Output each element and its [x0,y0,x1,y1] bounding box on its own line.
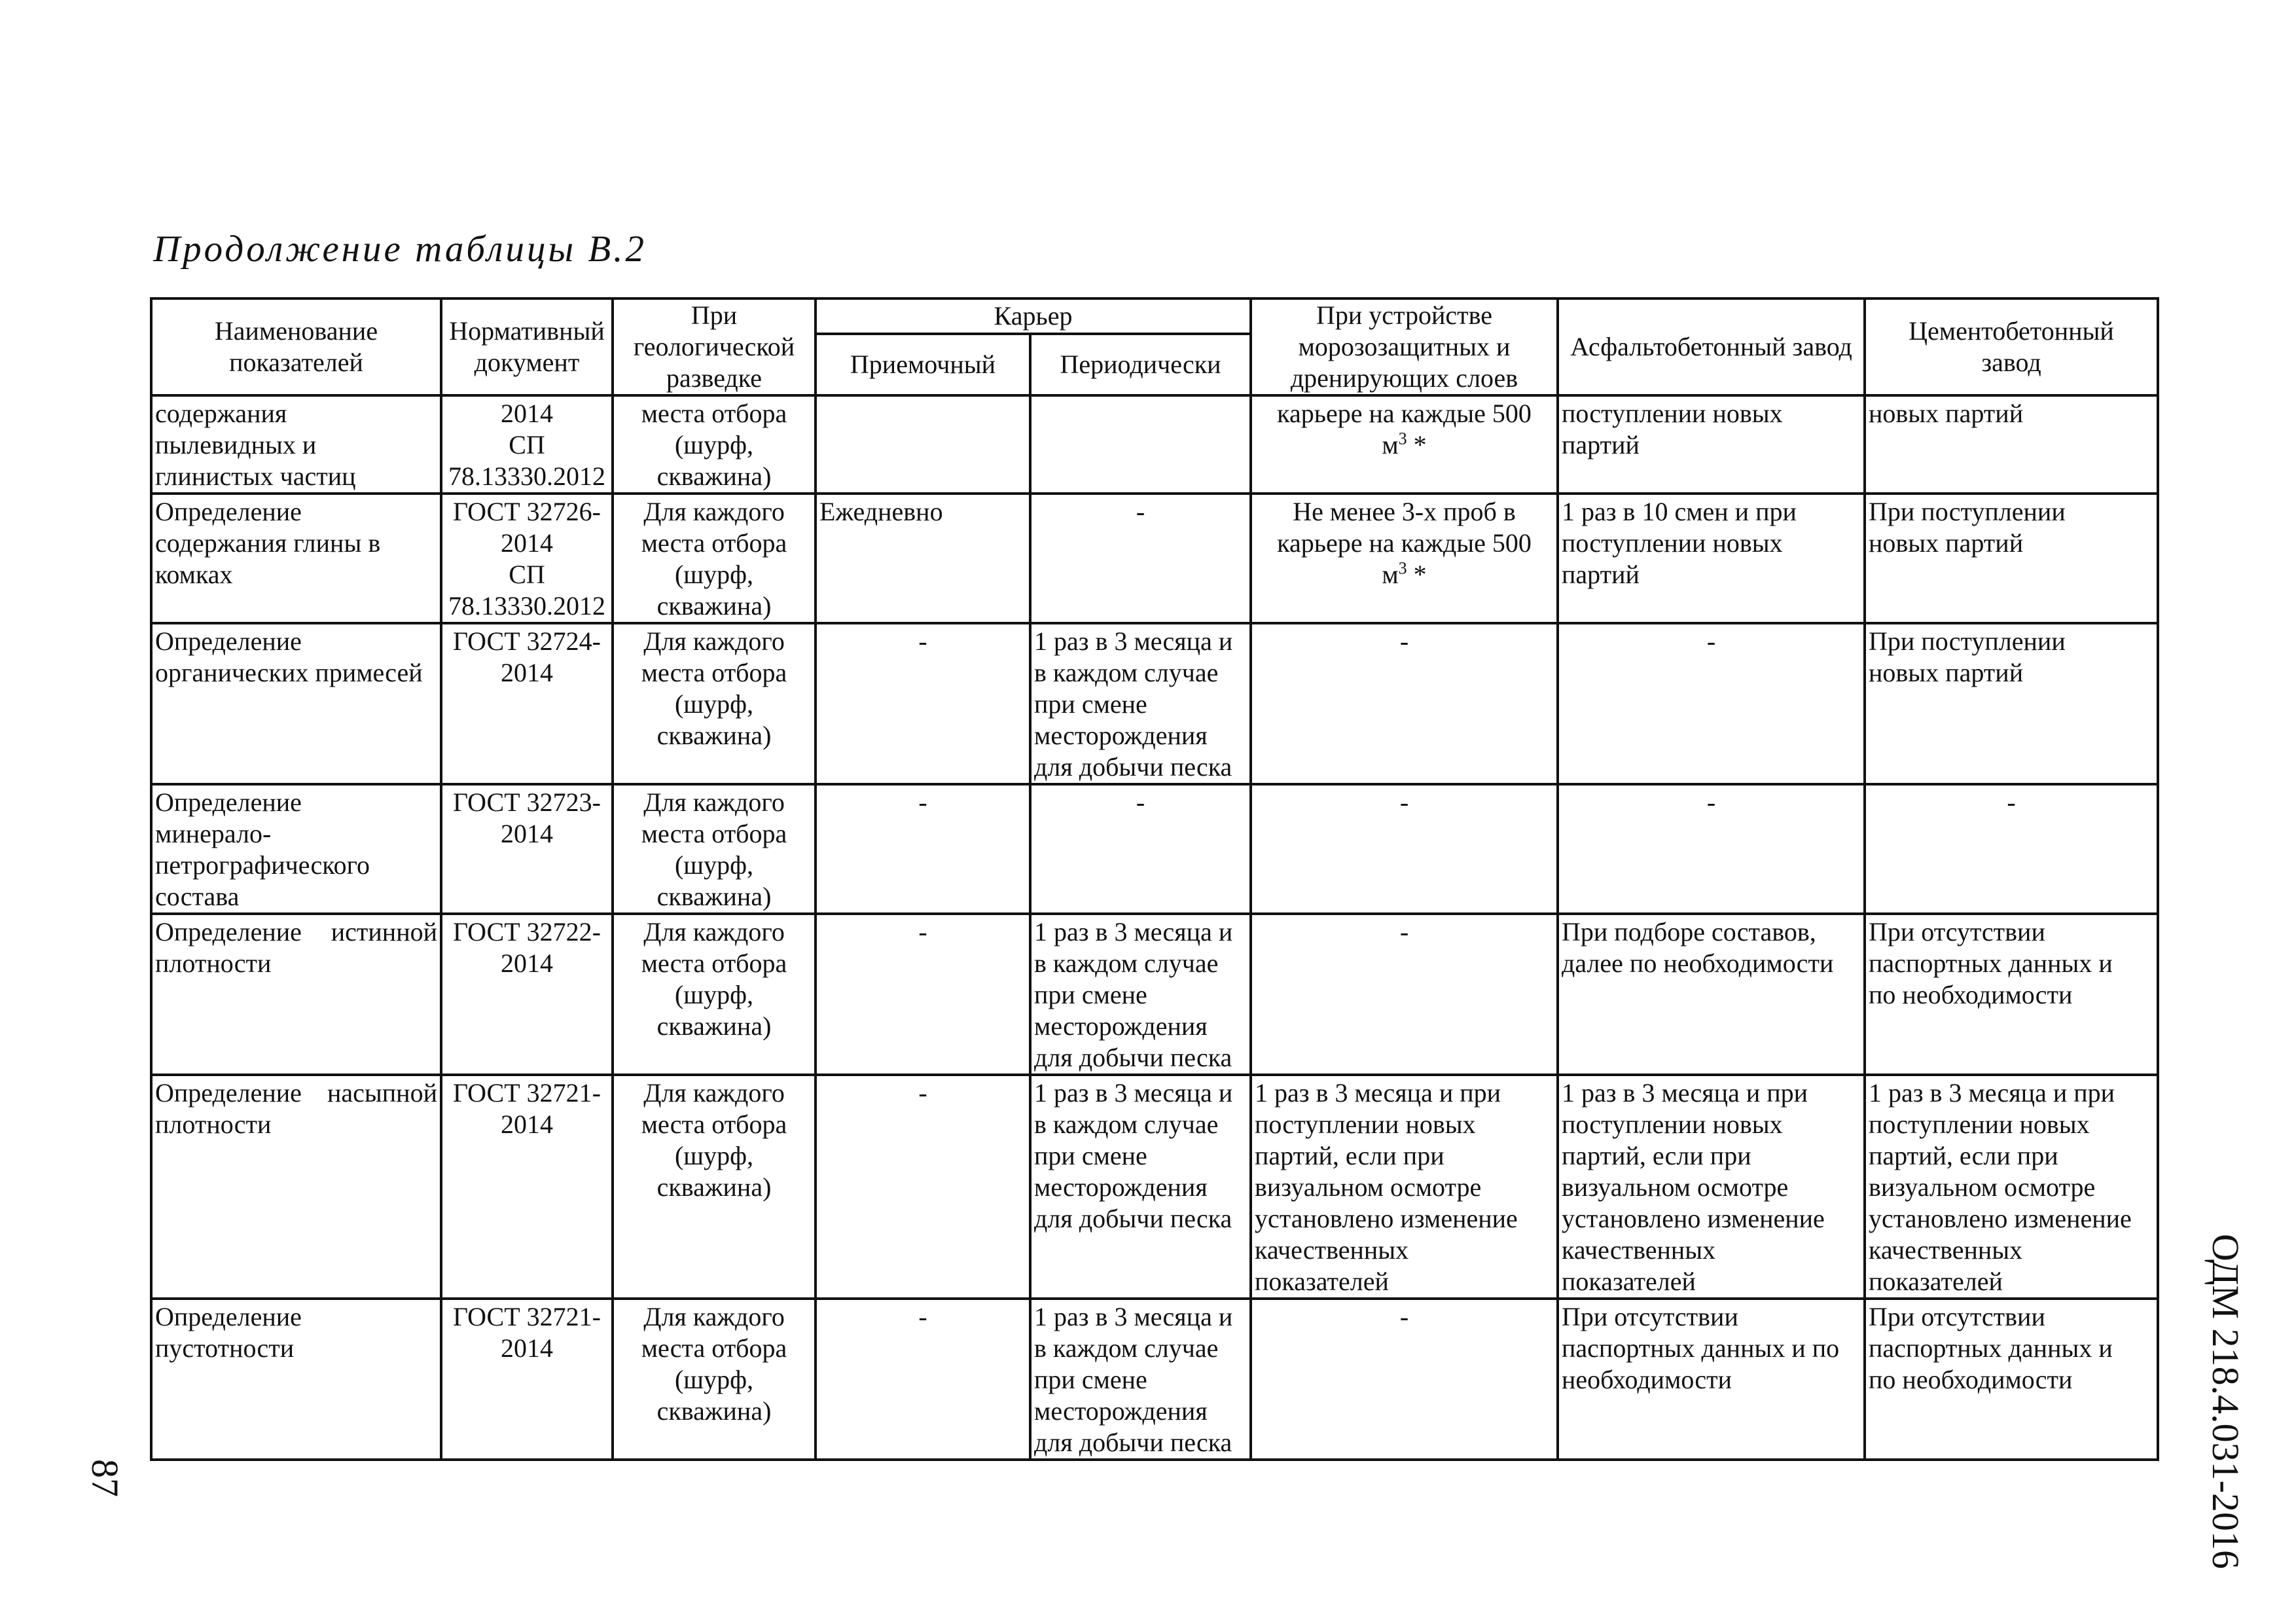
cell-cement: - [1865,784,2158,914]
cell-frost: 1 раз в 3 месяца и при поступлении новых партий, если при визуальном осмотре установлено изменение качественных показателей [1251,1075,1558,1299]
table-body [151,395,2158,1460]
header-asphalt: Асфальтобетонный завод [1558,298,1865,395]
cell-asphalt: поступлении новых партий [1558,395,1865,494]
table-row [151,1075,2158,1299]
header-quarry-receiving: Приемочный [816,334,1030,395]
indicators-table [150,297,2159,1461]
header-row-1 [151,298,2158,334]
table-row [151,494,2158,623]
cell-periodic: 1 раз в 3 месяца и в каждом случае при смене месторождения для добычи песка [1030,1299,1251,1460]
cell-periodic: 1 раз в 3 месяца и в каждом случае при смене месторождения для добычи песка [1030,1075,1251,1299]
cell-periodic: - [1030,784,1251,914]
header-frost: При устройстве морозозащитных и дренирующих слоев [1251,298,1558,395]
cell-geo: Для каждого места отбора (шурф, скважина) [613,494,816,623]
table-row [151,623,2158,784]
cell-receiving: - [816,784,1030,914]
cell-cement: 1 раз в 3 месяца и при поступлении новых партий, если при визуальном осмотре установлено изменение качественных показателей [1865,1075,2158,1299]
cell-frost: - [1251,914,1558,1075]
cell-cement: При поступлении новых партий [1865,494,2158,623]
cell-frost: - [1251,1299,1558,1460]
cell-periodic: - [1030,494,1251,623]
cell-frost: - [1251,623,1558,784]
cell-geo: Для каждого места отбора (шурф, скважина) [613,1299,816,1460]
cell-receiving: - [816,623,1030,784]
header-geo: При геологической разведке [613,298,816,395]
table-row [151,395,2158,494]
cell-receiving: - [816,914,1030,1075]
cell-geo: места отбора (шурф, скважина) [613,395,816,494]
cell-asphalt: При подборе составов, далее по необходимости [1558,914,1865,1075]
cell-doc: ГОСТ 32723- 2014 [441,784,613,914]
cell-asphalt: - [1558,623,1865,784]
cell-asphalt: 1 раз в 3 месяца и при поступлении новых партий, если при визуальном осмотре установлено изменение качественных показателей [1558,1075,1865,1299]
table-row [151,1299,2158,1460]
cell-periodic: 1 раз в 3 месяца и в каждом случае при смене месторождения для добычи песка [1030,623,1251,784]
cell-receiving: - [816,1299,1030,1460]
cell-receiving [816,395,1030,494]
header-name: Наименование показателей [151,298,441,395]
cell-geo: Для каждого места отбора (шурф, скважина) [613,1075,816,1299]
cell-asphalt: - [1558,784,1865,914]
table-caption: Продолжение таблицы В.2 [153,228,647,270]
cell-geo: Для каждого места отбора (шурф, скважина) [613,784,816,914]
cell-cement: При отсутствии паспортных данных и по необходимости [1865,914,2158,1075]
cell-frost: - [1251,784,1558,914]
cell-doc: ГОСТ 32722- 2014 [441,914,613,1075]
cell-receiving: - [816,1075,1030,1299]
header-quarry-periodic: Периодически [1030,334,1251,395]
cell-cement: При поступлении новых партий [1865,623,2158,784]
cell-name: Определение содержания глины в комках [151,494,441,623]
cell-name: Определение насыпной плотности [151,1075,441,1299]
cell-doc: 2014 СП 78.13330.2012 [441,395,613,494]
cell-frost: Не менее 3-х проб в карьере на каждые 500 $м^3$ * [1251,494,1558,623]
cell-name: Определение минерало- петрографического состава [151,784,441,914]
cell-doc: ГОСТ 32721- 2014 [441,1299,613,1460]
document-code: ОДМ 218.4.031-2016 [2204,1234,2247,1569]
cell-periodic [1030,395,1251,494]
table-row [151,914,2158,1075]
header-cement: Цементобетонный завод [1865,298,2158,395]
cell-geo: Для каждого места отбора (шурф, скважина) [613,623,816,784]
cell-name: Определение органических примесей [151,623,441,784]
header-norm-doc: Нормативный документ [441,298,613,395]
cell-asphalt: При отсутствии паспортных данных и по необходимости [1558,1299,1865,1460]
cell-periodic: 1 раз в 3 месяца и в каждом случае при смене месторождения для добычи песка [1030,914,1251,1075]
cell-geo: Для каждого места отбора (шурф, скважина) [613,914,816,1075]
cell-name: Определение пустотности [151,1299,441,1460]
cell-frost: карьере на каждые 500 $м^3$ * [1251,395,1558,494]
cell-doc: ГОСТ 32724- 2014 [441,623,613,784]
cell-doc: ГОСТ 32721- 2014 [441,1075,613,1299]
cell-asphalt: 1 раз в 10 смен и при поступлении новых партий [1558,494,1865,623]
cell-doc: ГОСТ 32726- 2014 СП 78.13330.2012 [441,494,613,623]
cell-cement: При отсутствии паспортных данных и по необходимости [1865,1299,2158,1460]
cell-name: Определение истинной плотности [151,914,441,1075]
header-quarry: Карьер [816,298,1251,334]
cell-cement: новых партий [1865,395,2158,494]
page-number: 87 [84,1459,126,1497]
table-row [151,784,2158,914]
cell-name: содержания пылевидных и глинистых частиц [151,395,441,494]
cell-receiving: Ежедневно [816,494,1030,623]
